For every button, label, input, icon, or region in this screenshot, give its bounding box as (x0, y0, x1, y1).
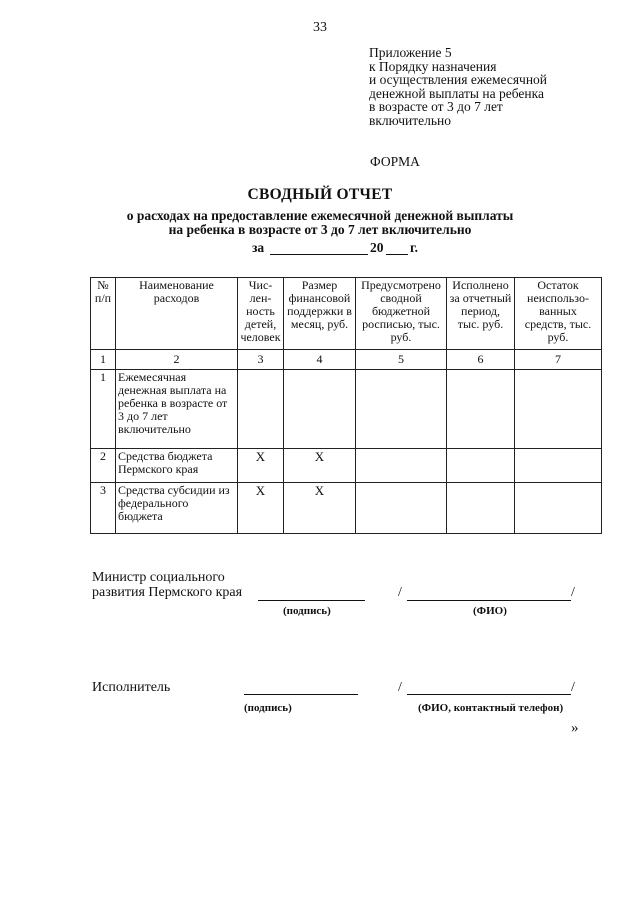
minister-slash-end: / (571, 585, 575, 600)
column-number: 7 (515, 350, 602, 370)
minister-title-line: развития Пермского края (92, 585, 243, 600)
row-number: 3 (91, 483, 116, 534)
column-number: 2 (116, 350, 238, 370)
header-cell: № п/п (91, 278, 116, 350)
row-number: 2 (91, 449, 116, 483)
minister-name-line (407, 600, 571, 601)
executor-name-line (407, 694, 571, 695)
row-cell (447, 370, 515, 449)
closing-quote: » (571, 720, 579, 736)
column-number: 4 (284, 350, 356, 370)
minister-signature-line (258, 600, 365, 601)
column-number: 5 (356, 350, 447, 370)
row-cell: X (238, 483, 284, 534)
appendix-line: в возрасте от 3 до 7 лет (369, 99, 503, 114)
row-cell (238, 370, 284, 449)
appendix-line: и осуществления ежемесячной (369, 72, 548, 87)
executor-signature-line (244, 694, 358, 695)
column-number: 6 (447, 350, 515, 370)
period-year-blank (386, 254, 408, 255)
expenses-table (90, 277, 602, 534)
header-cell: Чис-лен-ность детей, человек (238, 278, 284, 350)
row-cell: X (238, 449, 284, 483)
row-cell (515, 483, 602, 534)
period-suffix: г. (410, 240, 418, 255)
appendix-line: к Порядку назначения (369, 58, 497, 74)
row-cell (356, 483, 447, 534)
minister-signature-caption: (подпись) (283, 605, 331, 617)
form-label: ФОРМА (370, 154, 420, 169)
table-row (91, 370, 602, 449)
executor-slash-end: / (571, 680, 575, 695)
header-cell: Наименование расходов (116, 278, 238, 350)
row-cell (356, 370, 447, 449)
table-header-row (91, 278, 602, 350)
row-name: Средства бюджета Пермского края (116, 449, 238, 483)
row-cell (515, 370, 602, 449)
row-cell (284, 370, 356, 449)
table-row (91, 483, 602, 534)
executor-name-caption: (ФИО, контактный телефон) (418, 702, 564, 714)
report-subtitle (0, 209, 640, 237)
header-cell: Исполнено за отчетный период, тыс. руб. (447, 278, 515, 350)
executor-label: Исполнитель (92, 680, 171, 695)
appendix-line: Приложение 5 (369, 45, 452, 60)
appendix-block (369, 46, 547, 127)
row-number: 1 (91, 370, 116, 449)
row-cell: X (284, 449, 356, 483)
report-title: СВОДНЫЙ ОТЧЕТ (247, 186, 393, 203)
appendix-line: включительно (369, 112, 452, 128)
executor-slash: / (398, 680, 402, 695)
row-cell (515, 449, 602, 483)
period-year: 20 (370, 240, 384, 255)
period-blank (270, 254, 368, 255)
page-number: 33 (313, 20, 327, 35)
row-cell (447, 483, 515, 534)
minister-slash: / (398, 585, 402, 600)
column-number: 3 (238, 350, 284, 370)
row-name: Ежемесячная денежная выплата на ребенка в возрасте от 3 до 7 лет включительно (116, 370, 238, 449)
executor-signature-caption: (подпись) (244, 702, 292, 714)
minister-name-caption: (ФИО) (473, 605, 507, 617)
column-number-row (91, 350, 602, 370)
minister-title-line: Министр социального (92, 570, 225, 585)
header-cell: Остаток неиспользо-ванных средств, тыс. руб. (515, 278, 602, 350)
period-prefix: за (252, 240, 265, 255)
subtitle-line: о расходах на предоставление ежемесячной денежной выплаты (126, 208, 514, 223)
appendix-line: денежной выплаты на ребенка (369, 85, 544, 101)
minister-title (92, 570, 242, 600)
subtitle-line: на ребенка в возрасте от 3 до 7 лет включительно (168, 222, 472, 237)
row-cell: X (284, 483, 356, 534)
row-cell (447, 449, 515, 483)
header-cell: Предусмотрено сводной бюджетной росписью, тыс. руб. (356, 278, 447, 350)
header-cell: Размер финансовой поддержки в месяц, руб. (284, 278, 356, 350)
row-name: Средства субсидии из федерального бюджета (116, 483, 238, 534)
column-number: 1 (91, 350, 116, 370)
table-row (91, 449, 602, 483)
row-cell (356, 449, 447, 483)
